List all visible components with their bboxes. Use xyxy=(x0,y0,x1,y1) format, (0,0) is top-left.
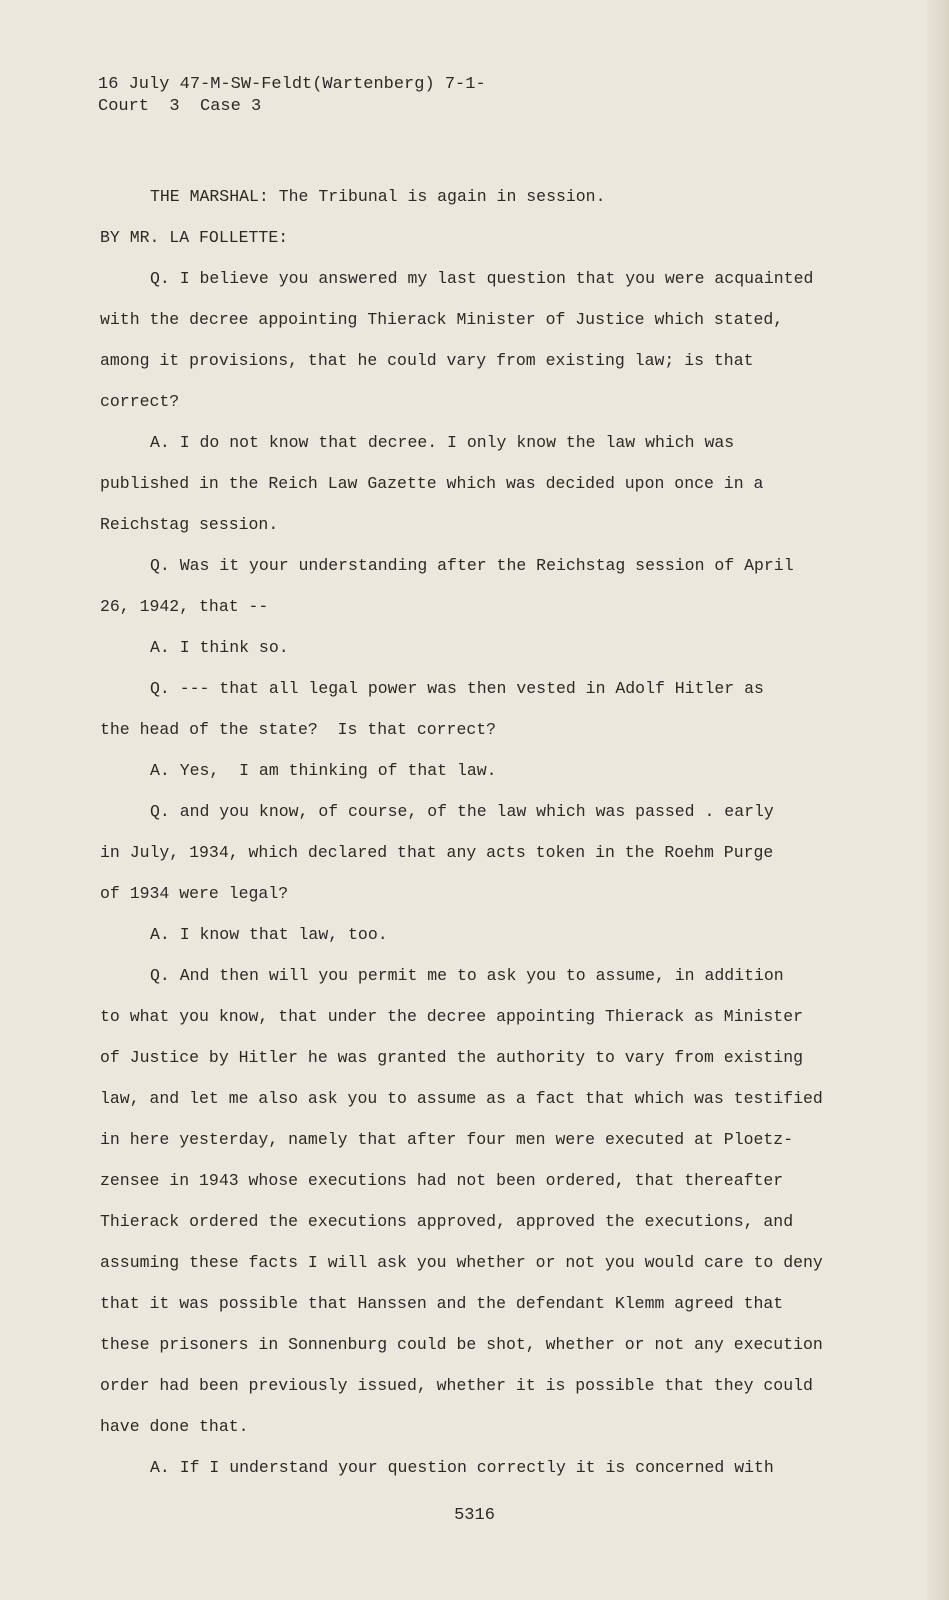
transcript-line: Thierack ordered the executions approved, approved the executions, and xyxy=(100,1212,794,1231)
header-line-2: Court 3 Case 3 xyxy=(98,97,262,116)
transcript-line: published in the Reich Law Gazette which was decided upon once in a xyxy=(100,474,764,493)
page-number: 5316 xyxy=(454,1506,495,1525)
transcript-line: THE MARSHAL: The Tribunal is again in session. xyxy=(150,187,606,206)
transcript-line: that it was possible that Hanssen and the defendant Klemm agreed that xyxy=(100,1294,784,1313)
transcript-line: in July, 1934, which declared that any acts token in the Roehm Purge xyxy=(100,843,774,862)
header-line-1: 16 July 47-M-SW-Feldt(Wartenberg) 7-1- xyxy=(98,75,486,94)
transcript-line: A. I do not know that decree. I only know the law which was xyxy=(150,433,735,452)
transcript-line: to what you know, that under the decree appointing Thierack as Minister xyxy=(100,1007,804,1026)
transcript-line: BY MR. LA FOLLETTE: xyxy=(100,228,289,247)
transcript-line: A. Yes, I am thinking of that law. xyxy=(150,761,497,780)
transcript-line: A. I know that law, too. xyxy=(150,925,388,944)
transcript-line: law, and let me also ask you to assume as a fact that which was testified xyxy=(100,1089,823,1108)
transcript-line: Q. and you know, of course, of the law which was passed . early xyxy=(150,802,774,821)
transcript-line: among it provisions, that he could vary from existing law; is that xyxy=(100,351,754,370)
transcript-line: in here yesterday, namely that after four men were executed at Ploetz- xyxy=(100,1130,794,1149)
page-edge-shadow xyxy=(927,0,949,1600)
transcript-line: order had been previously issued, whether it is possible that they could xyxy=(100,1376,813,1395)
transcript-body xyxy=(100,176,870,1488)
transcript-line: of Justice by Hitler he was granted the authority to vary from existing xyxy=(100,1048,804,1067)
document-header xyxy=(98,74,486,118)
transcript-line: with the decree appointing Thierack Minister of Justice which stated, xyxy=(100,310,784,329)
transcript-line: Q. --- that all legal power was then vested in Adolf Hitler as xyxy=(150,679,764,698)
transcript-line: have done that. xyxy=(100,1417,249,1436)
transcript-line: A. If I understand your question correctly it is concerned with xyxy=(150,1458,774,1477)
transcript-line: assuming these facts I will ask you whether or not you would care to deny xyxy=(100,1253,823,1272)
transcript-line: correct? xyxy=(100,392,180,411)
transcript-line: Reichstag session. xyxy=(100,515,279,534)
transcript-line: zensee in 1943 whose executions had not been ordered, that thereafter xyxy=(100,1171,784,1190)
transcript-line: Q. I believe you answered my last question that you were acquainted xyxy=(150,269,814,288)
transcript-line: these prisoners in Sonnenburg could be shot, whether or not any execution xyxy=(100,1335,823,1354)
transcript-line: Q. And then will you permit me to ask you to assume, in addition xyxy=(150,966,784,985)
transcript-line: the head of the state? Is that correct? xyxy=(100,720,497,739)
transcript-line: 26, 1942, that -- xyxy=(100,597,269,616)
transcript-line: A. I think so. xyxy=(150,638,289,657)
transcript-line: Q. Was it your understanding after the Reichstag session of April xyxy=(150,556,794,575)
transcript-line: of 1934 were legal? xyxy=(100,884,289,903)
